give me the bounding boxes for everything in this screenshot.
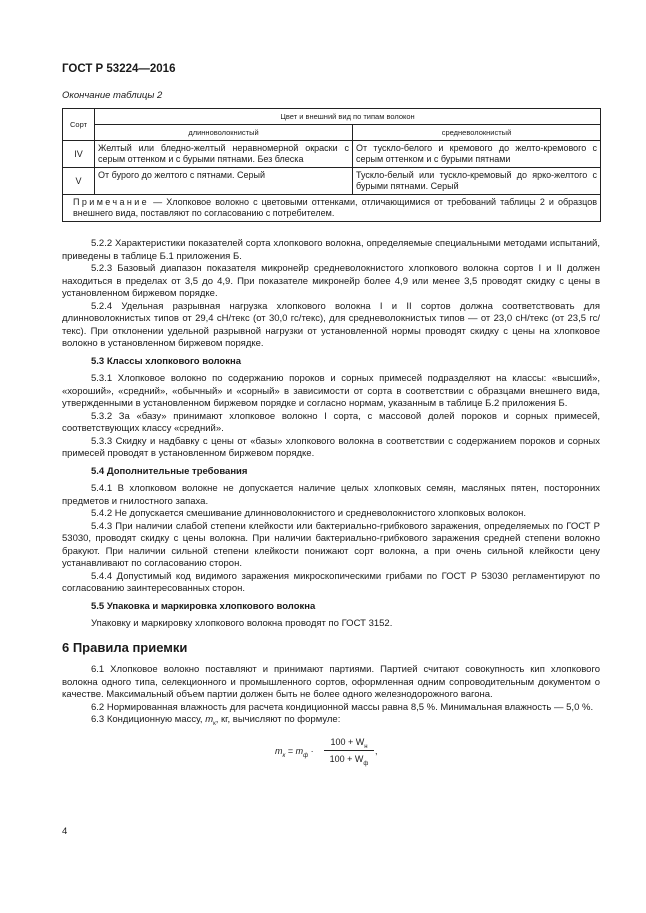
paragraph-5-2-2: 5.2.2 Характеристики показателей сорта хлопкового волокна, определяемые специальными методами испытаний, приведены в таблице Б.1 приложения Б. bbox=[62, 238, 600, 262]
medium-cell: Тускло-белый или тускло-кремовый до ярко-желтого с бурыми пятнами. Серый bbox=[353, 168, 601, 195]
numerator-sub: н bbox=[364, 744, 368, 751]
table-header-grade: Сорт bbox=[63, 109, 95, 141]
p63-text-a: 6.3 Кондиционную массу, bbox=[91, 714, 206, 725]
denominator-sub: ф bbox=[363, 761, 369, 768]
grade-cell: V bbox=[63, 168, 95, 195]
medium-cell: От тускло-белого и кремового до желто-кремового с серым оттенком и с бурыми пятнами bbox=[353, 141, 601, 168]
paragraph-6-3 bbox=[62, 714, 600, 730]
paragraph-5-4-3: 5.4.3 При наличии слабой степени клейкости или бактериально-грибкового заражения, определяемых по ГОСТ Р 53030, проводят скидку с цены волокна. При наличии бактериально-грибкового заражения средней степени волокно бракуют. При наличии сильной степени клейкости понижают сорт волокна, а при очень сильной клейкости цену устанавливают по согласованию сторон. bbox=[62, 520, 600, 569]
page-number: 4 bbox=[62, 826, 68, 837]
paragraph-5-2-3: 5.2.3 Базовый диапазон показателя микронейр средневолокнистого хлопкового волокна сортов I и II должен находиться в пределах от 3,5 до 4,9. При показателе микронейр более 4,9 или менее 3,5 проводят скидку с цены в установленном биржевом порядке. bbox=[62, 263, 600, 299]
note-label: Примечание bbox=[73, 197, 150, 207]
p63-symbol: m bbox=[205, 714, 214, 725]
formula-dot: · bbox=[308, 746, 314, 757]
section-heading-5-3: 5.3 Классы хлопкового волокна bbox=[91, 355, 242, 367]
formula-comma: , bbox=[375, 746, 378, 757]
formula-lhs-symbol: m bbox=[275, 746, 283, 757]
note-text: — Хлопковое волокно с цветовыми оттенками, отличающимися от требований таблицы 2 и образцов внешнего вида, поставляют по согласованию с потребителем. bbox=[73, 197, 598, 218]
table-header-medium: средневолокнистый bbox=[353, 125, 601, 141]
formula-rhs-symbol: m bbox=[295, 746, 304, 757]
paragraph-5-4-4: 5.4.4 Допустимый код видимого заражения микроскопическими грибами по ГОСТ Р 53030 регламентируют по согласованию заинтересованных сторон. bbox=[62, 570, 600, 594]
paragraph-5-3-3: 5.3.3 Скидку и надбавку с цены от «базы» хлопкового волокна в соответствии с содержанием пороков и сорных примесей проводят в установленном биржевом порядке. bbox=[62, 435, 600, 459]
fraction-bar bbox=[324, 750, 374, 751]
paragraph-5-2-4: 5.2.4 Удельная разрывная нагрузка хлопкового волокна I и II сортов должна соответствовать для длинноволокнистых типов от 29,4 сН/текс (от 30,0 гс/текс), для средневолокнистых типов — от 23,0 сН/текс (от 23,5 гс/текс). При отклонении удельной разрывной нагрузки от установленной нормы проводят скидку с цены на хлопковое волокно в установленном биржевом порядке. bbox=[62, 300, 600, 349]
formula-equals: = bbox=[285, 746, 296, 757]
conditioned-mass-formula bbox=[62, 732, 600, 776]
color-table bbox=[62, 108, 601, 222]
paragraph-5-3-2: 5.3.2 За «базу» принимают хлопковое волокно I сорта, с массовой долей пороков и сорных примесей, соответствующих классу «средний». bbox=[62, 410, 600, 434]
formula-rhs-sub: ф bbox=[303, 753, 309, 760]
formula-lhs bbox=[275, 745, 314, 762]
standard-header: ГОСТ Р 53224—2016 bbox=[62, 63, 176, 75]
numerator-text: 100 + W bbox=[330, 737, 365, 748]
p63-text-b: , кг, вычисляют по формуле: bbox=[215, 714, 341, 725]
table-row bbox=[63, 141, 601, 168]
table-caption: Окончание таблицы 2 bbox=[62, 90, 163, 101]
section-heading-5-5: 5.5 Упаковка и маркировка хлопкового волокна bbox=[91, 600, 316, 612]
denominator-text: 100 + W bbox=[329, 754, 364, 765]
formula-denominator bbox=[324, 753, 374, 770]
paragraph-5-4-2: 5.4.2 Не допускается смешивание длинноволокнистого и средневолокнистого хлопковых волокон. bbox=[91, 508, 527, 519]
paragraph-5-4-1: 5.4.1 В хлопковом волокне не допускается наличие целых хлопковых семян, масляных пятен, посторонних предметов и гнилостного запаха. bbox=[62, 483, 600, 507]
table-row bbox=[63, 168, 601, 195]
chapter-heading-6: 6 Правила приемки bbox=[62, 639, 188, 655]
body-text bbox=[62, 238, 600, 776]
paragraph-6-1: 6.1 Хлопковое волокно поставляют и принимают партиями. Партией считают совокупность кип хлопкового волокна одного типа, селекционного и промышленного сортов, оформленная одним сопроводительным документом о качестве. Максимальный объем партии должен быть не более одного железнодорожного вагона. bbox=[62, 664, 600, 700]
paragraph-5-5: Упаковку и маркировку хлопкового волокна проводят по ГОСТ 3152. bbox=[91, 618, 393, 629]
long-cell: От бурого до желтого с пятнами. Серый bbox=[95, 168, 353, 195]
paragraph-6-2: 6.2 Нормированная влажность для расчета кондиционной массы равна 8,5 %. Минимальная влажность — 5,0 %. bbox=[91, 701, 594, 713]
paragraph-5-3-1: 5.3.1 Хлопковое волокно по содержанию пороков и сорных примесей подразделяют на классы: «высший», «хороший», «средний», «обычный» и «сорный» в зависимости от сорта в соответствии с образцами внешнего вида, утвержденными в установленном биржевом порядке и согласно нормам, указанным в таблице Б.2 приложения Б. bbox=[62, 373, 600, 409]
long-cell: Желтый или бледно-желтый неравномерной окраски с серым оттенком и с бурыми пятнами. Без блеска bbox=[95, 141, 353, 168]
table-header-group: Цвет и внешний вид по типам волокон bbox=[95, 109, 601, 125]
section-heading-5-4: 5.4 Дополнительные требования bbox=[91, 465, 248, 477]
table-note bbox=[63, 195, 601, 222]
formula-lhs-sub: к bbox=[282, 753, 286, 760]
table-header-long: длинноволокнистый bbox=[95, 125, 353, 141]
grade-cell: IV bbox=[63, 141, 95, 168]
p63-subscript: к bbox=[213, 720, 216, 727]
